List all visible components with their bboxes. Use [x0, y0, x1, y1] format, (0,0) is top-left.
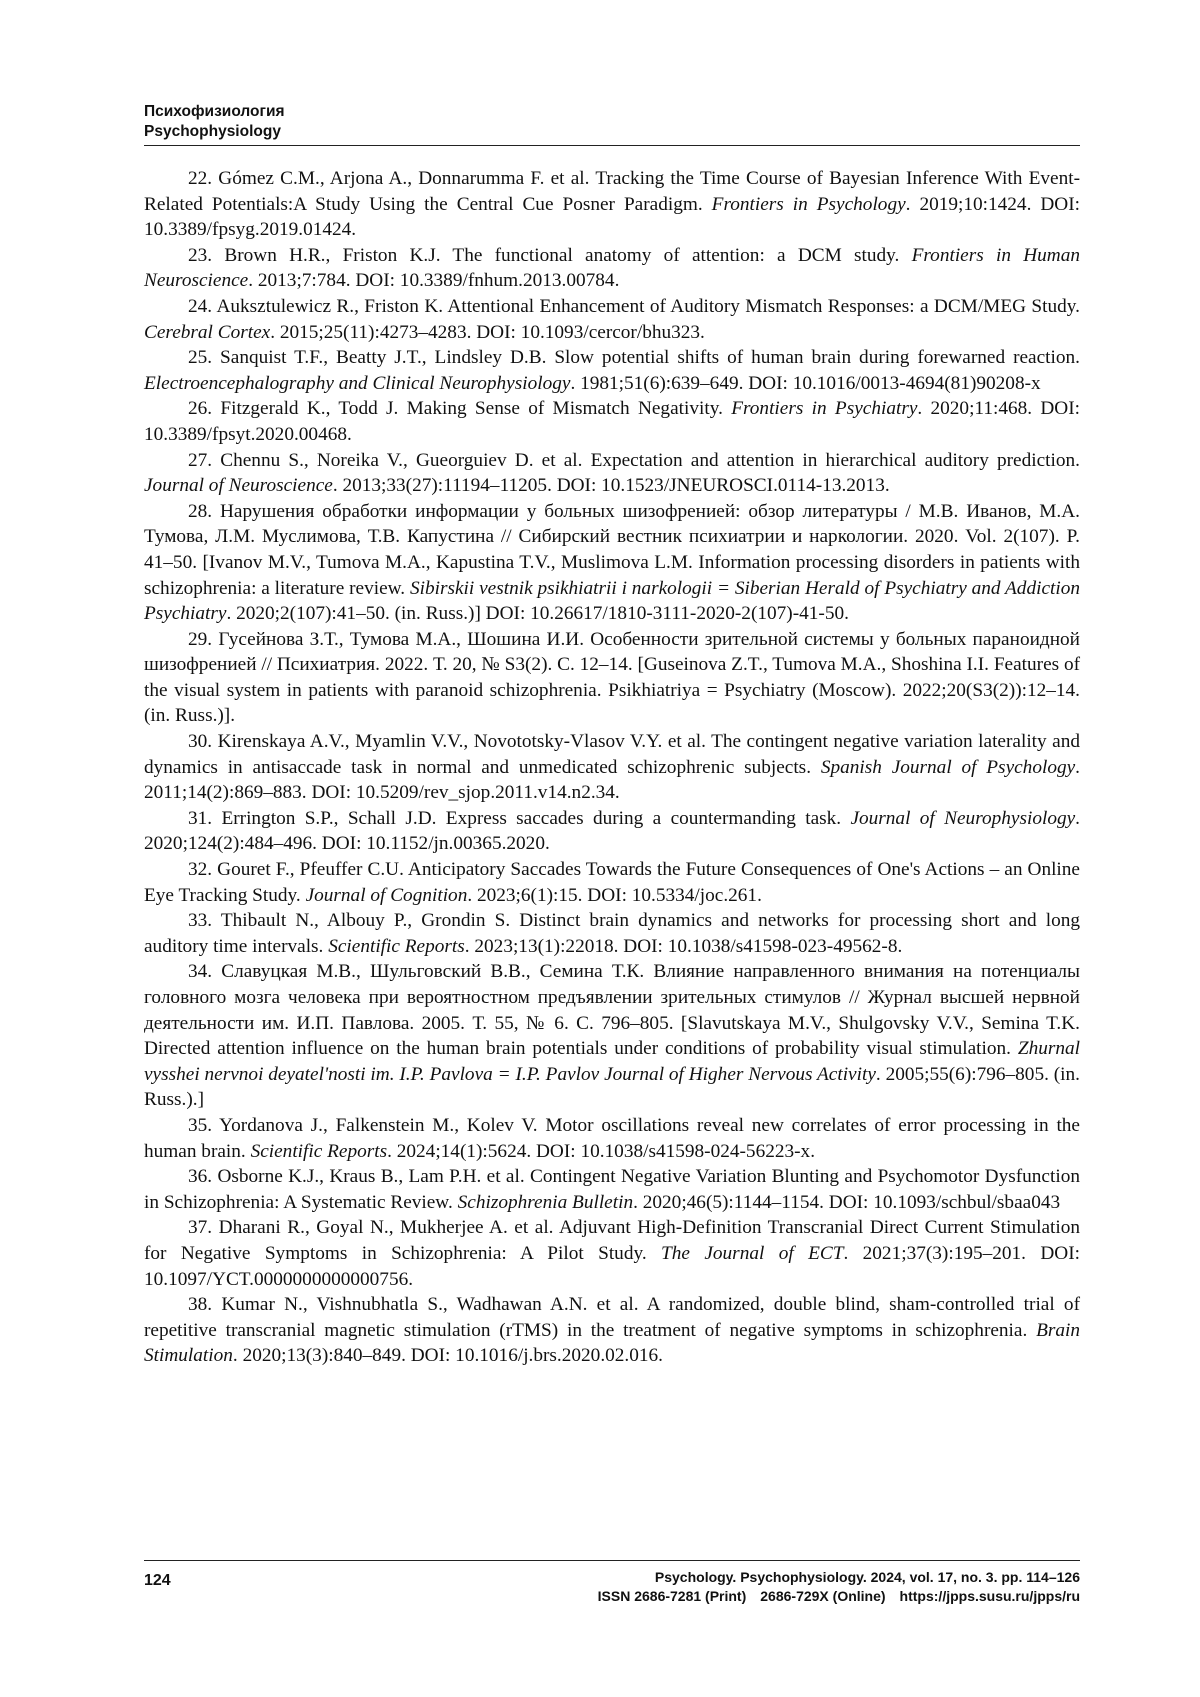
reference-tail: . 2005;55(6):796–805. (in. Russ.).] [144, 1064, 1080, 1111]
reference-item [144, 243, 1080, 294]
reference-text: Yordanova J., Falkenstein M., Kolev V. Motor oscillations reveal new correlates of error processing in the human brain. [144, 1115, 1080, 1162]
reference-tail: . 2020;46(5):1144–1154. DOI: 10.1093/schbul/sbaa043 [633, 1192, 1060, 1213]
reference-tail: . 2020;2(107):41–50. (in. Russ.)] DOI: 10.26617/1810-3111-2020-2(107)-41-50. [226, 603, 848, 624]
reference-journal: Sibirskii vestnik psikhiatrii i narkologii = Siberian Herald of Psychiatry and Addiction Psychiatry [144, 578, 1080, 625]
reference-text: Gómez C.M., Arjona A., Donnarumma F. et al. Tracking the Time Course of Bayesian Inference With Event-Related Potentials:A Study Using the Central Cue Posner Paradigm. [144, 168, 1080, 215]
reference-text: Kumar N., Vishnubhatla S., Wadhawan A.N. et al. A randomized, double blind, sham-controlled trial of repetitive transcranial magnetic stimulation (rTMS) in the treatment of negative symptoms in schizophrenia. [144, 1294, 1080, 1341]
reference-number: 37. [188, 1217, 212, 1238]
reference-item [144, 627, 1080, 729]
reference-tail: . 2023;6(1):15. DOI: 10.5334/joc.261. [467, 885, 762, 906]
reference-number: 34. [188, 961, 212, 982]
reference-number: 35. [188, 1115, 212, 1136]
reference-item [144, 499, 1080, 627]
reference-journal: Frontiers in Psychiatry [731, 398, 917, 419]
header-title-ru: Психофизиология [144, 102, 1080, 122]
reference-item [144, 166, 1080, 243]
reference-journal: Schizophrenia Bulletin [458, 1192, 633, 1213]
reference-text: Osborne K.J., Kraus B., Lam P.H. et al. Contingent Negative Variation Blunting and Psychomotor Dysfunction in Schizophrenia: A Systematic Review. [144, 1166, 1080, 1213]
reference-tail: . 2021;37(3):195–201. DOI: 10.1097/YCT.0000000000000756. [144, 1243, 1080, 1290]
reference-text: Славуцкая М.В., Шульговский В.В., Семина Т.К. Влияние направленного внимания на потенциалы головного мозга человека при вероятностном предъявлении зрительных стимулов // Журнал высшей нервной деятельности им. И.П. Павлова. 2005. Т. 55, № 6. С. 796–805. [Slavutskaya M.V., Shulgovsky V.V., Semina T.K. Directed attention influence on the human brain potentials under conditions of probability visual stimulation. [144, 961, 1080, 1059]
reference-number: 32. [188, 859, 212, 880]
reference-text: Fitzgerald K., Todd J. Making Sense of Mismatch Negativity. [212, 398, 731, 419]
reference-tail: . 2019;10:1424. DOI: 10.3389/fpsyg.2019.01424. [144, 194, 1080, 241]
reference-number: 26. [188, 398, 212, 419]
reference-number: 38. [188, 1294, 212, 1315]
issn-line [598, 1587, 1080, 1606]
reference-text: Chennu S., Noreika V., Gueorguiev D. et al. Expectation and attention in hierarchical auditory prediction. [212, 450, 1080, 471]
reference-item [144, 294, 1080, 345]
issn-print: ISSN 2686-7281 (Print) [598, 1588, 747, 1604]
reference-list [144, 166, 1080, 1369]
reference-item [144, 729, 1080, 806]
reference-number: 33. [188, 910, 212, 931]
reference-item [144, 396, 1080, 447]
reference-journal: Spanish Journal of Psychology [821, 757, 1075, 778]
reference-tail: . 1981;51(6):639–649. DOI: 10.1016/0013-4694(81)90208-x [570, 373, 1040, 394]
reference-journal: Journal of Neuroscience [144, 475, 333, 496]
reference-number: 23. [188, 245, 212, 266]
reference-tail: . 2013;7:784. DOI: 10.3389/fnhum.2013.00784. [248, 270, 619, 291]
reference-text: Brown H.R., Friston K.J. The functional anatomy of attention: a DCM study. [212, 245, 912, 266]
reference-text: Kirenskaya A.V., Myamlin V.V., Novototsky-Vlasov V.Y. et al. The contingent negative variation laterality and dynamics in antisaccade task in normal and unmedicated schizophrenic subjects. [144, 731, 1080, 778]
reference-item [144, 1292, 1080, 1369]
reference-number: 36. [188, 1166, 212, 1187]
reference-item [144, 1215, 1080, 1292]
reference-tail: . 2023;13(1):22018. DOI: 10.1038/s41598-023-49562-8. [465, 936, 903, 957]
reference-journal: Scientific Reports [251, 1141, 388, 1162]
reference-number: 28. [188, 501, 212, 522]
journal-citation-line: Psychology. Psychophysiology. 2024, vol. 17, no. 3. pp. 114–126 [598, 1568, 1080, 1587]
reference-text: Dharani R., Goyal N., Mukherjee A. et al. Adjuvant High-Definition Transcranial Direct Current Stimulation for Negative Symptoms in Schizophrenia: A Pilot Study. [144, 1217, 1080, 1264]
reference-number: 25. [188, 347, 212, 368]
reference-tail: . 2020;11:468. DOI: 10.3389/fpsyt.2020.00468. [144, 398, 1080, 445]
reference-text: Sanquist T.F., Beatty J.T., Lindsley D.B. Slow potential shifts of human brain during forewarned reaction. [212, 347, 1080, 368]
running-header [144, 102, 1080, 142]
header-divider [144, 145, 1080, 146]
journal-footer [598, 1568, 1080, 1606]
reference-journal: Frontiers in Psychology [712, 194, 906, 215]
reference-item [144, 806, 1080, 857]
page-number: 124 [144, 1572, 171, 1590]
reference-item [144, 448, 1080, 499]
header-title-en: Psychophysiology [144, 122, 1080, 142]
reference-text: Auksztulewicz R., Friston K. Attentional Enhancement of Auditory Mismatch Responses: a DCM/MEG Study. [212, 296, 1080, 317]
reference-tail: . 2013;33(27):11194–11205. DOI: 10.1523/JNEUROSCI.0114-13.2013. [333, 475, 890, 496]
reference-number: 29. [188, 629, 212, 650]
reference-text: Нарушения обработки информации у больных шизофренией: обзор литературы / М.В. Иванов, М.А. Тумова, Л.М. Муслимова, Т.В. Капустина // Сибирский вестник психиатрии и наркологии. 2020. Vol. 2(107). P. 41–50. [Ivanov M.V., Tumova M.A., Kapustina T.V., Muslimova L.M. Information processing disorders in patients with schizophrenia: a literature review. [144, 501, 1080, 599]
reference-journal: Brain Stimulation [144, 1320, 1080, 1367]
reference-text: Гусейнова З.Т., Тумова М.А., Шошина И.И. Особенности зрительной системы у больных параноидной шизофренией // Психиатрия. 2022. Т. 20, № S3(2). С. 12–14. [Guseinova Z.T., Tumova M.A., Shoshina I.I. Features of the visual system in patients with paranoid schizophrenia. Psikhiatriya = Psychiatry (Moscow). 2022;20(S3(2)):12–14. (in. Russ.)]. [144, 629, 1080, 727]
reference-item [144, 1113, 1080, 1164]
reference-number: 30. [188, 731, 212, 752]
reference-tail: . 2020;124(2):484–496. DOI: 10.1152/jn.00365.2020. [144, 808, 1080, 855]
reference-journal: The Journal of ECT [661, 1243, 843, 1264]
reference-journal: Journal of Cognition [306, 885, 468, 906]
reference-journal: Electroencephalography and Clinical Neurophysiology [144, 373, 570, 394]
reference-tail: . 2015;25(11):4273–4283. DOI: 10.1093/cercor/bhu323. [270, 322, 705, 343]
journal-url[interactable]: https://jpps.susu.ru/jpps/ru [900, 1588, 1080, 1604]
reference-item [144, 908, 1080, 959]
reference-journal: Scientific Reports [328, 936, 465, 957]
reference-journal: Frontiers in Human Neuroscience [144, 245, 1080, 292]
reference-number: 22. [188, 168, 212, 189]
reference-text: Errington S.P., Schall J.D. Express saccades during a countermanding task. [212, 808, 850, 829]
reference-journal: Cerebral Cortex [144, 322, 270, 343]
reference-item [144, 345, 1080, 396]
reference-text: Gouret F., Pfeuffer C.U. Anticipatory Saccades Towards the Future Consequences of One's Actions – an Online Eye Tracking Study. [144, 859, 1080, 906]
reference-item [144, 1164, 1080, 1215]
reference-journal: Zhurnal vysshei nervnoi deyatel'nosti im. I.P. Pavlova = I.P. Pavlov Journal of Higher Nervous Activity [144, 1038, 1080, 1085]
reference-item [144, 959, 1080, 1113]
reference-text: Thibault N., Albouy P., Grondin S. Distinct brain dynamics and networks for processing short and long auditory time intervals. [144, 910, 1080, 957]
reference-item [144, 857, 1080, 908]
issn-online: 2686-729X (Online) [760, 1588, 885, 1604]
reference-tail: . 2024;14(1):5624. DOI: 10.1038/s41598-024-56223-x. [387, 1141, 815, 1162]
reference-number: 24. [188, 296, 212, 317]
footer-divider [144, 1560, 1080, 1561]
reference-number: 31. [188, 808, 212, 829]
reference-number: 27. [188, 450, 212, 471]
reference-tail: . 2011;14(2):869–883. DOI: 10.5209/rev_sjop.2011.v14.n2.34. [144, 757, 1080, 804]
reference-journal: Journal of Neurophysiology [850, 808, 1075, 829]
reference-tail: . 2020;13(3):840–849. DOI: 10.1016/j.brs.2020.02.016. [233, 1345, 663, 1366]
